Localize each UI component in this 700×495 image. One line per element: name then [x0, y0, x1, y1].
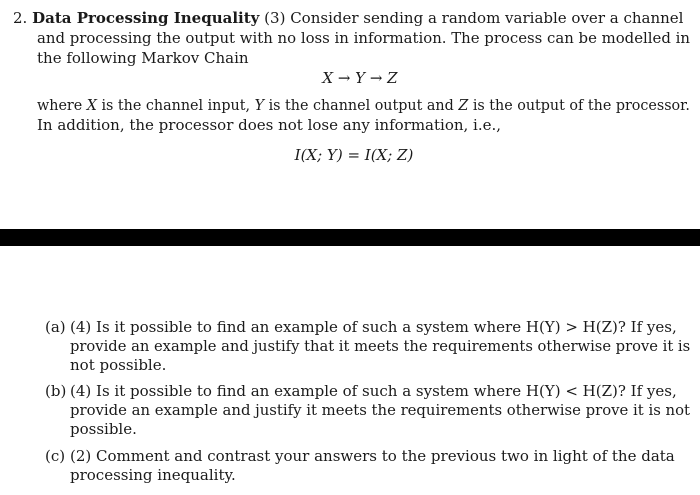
problem-intro-line2: and processing the output with no loss in information. The process can be modelled in: [37, 29, 690, 47]
part-a-line3: not possible.: [70, 356, 167, 374]
markov-chain: X → Y → Z: [322, 69, 398, 87]
part-c-line1: (2) Comment and contrast your answers to the previous two in light of the data: [70, 447, 675, 465]
problem-points: (3): [264, 9, 286, 27]
part-b-line2: provide an example and justify it meets the requirements otherwise prove it is not: [70, 401, 691, 419]
var-z: Z: [458, 96, 469, 114]
problem-intro-line3: the following Markov Chain: [37, 49, 249, 67]
var-y: Y: [254, 96, 265, 114]
problem-intro-line1: Consider sending a random variable over a channel: [290, 9, 684, 27]
part-b-line3: possible.: [70, 420, 137, 438]
part-a-line2: provide an example and justify that it meets the requirements otherwise prove it is: [70, 337, 691, 355]
var-x: X: [86, 96, 97, 114]
problem-header-line: [13, 9, 683, 27]
mutual-information-equation: I(X; Y) = I(X; Z): [294, 146, 414, 164]
where-line1: [37, 96, 690, 114]
part-b-line1: (4) Is it possible to find an example of such a system where H(Y) < H(Z)? If yes,: [70, 382, 677, 400]
where-text-d: is the output of the processor.: [468, 96, 690, 114]
problem-title: Data Processing Inequality: [32, 9, 260, 27]
where-text-b: is the channel input,: [96, 96, 255, 114]
where-text-c: is the channel output and: [264, 96, 459, 114]
part-a-line1: (4) Is it possible to find an example of such a system where H(Y) > H(Z)? If yes,: [70, 318, 677, 336]
part-c-label: (c): [45, 447, 66, 465]
black-divider-bar: [0, 229, 700, 246]
part-c-line2: processing inequality.: [70, 466, 236, 484]
part-a-label: (a): [45, 318, 66, 336]
part-b-label: (b): [45, 382, 67, 400]
where-line2: In addition, the processor does not lose any information, i.e.,: [37, 116, 502, 134]
problem-number: 2.: [13, 9, 28, 27]
where-text-a: where: [37, 96, 87, 114]
